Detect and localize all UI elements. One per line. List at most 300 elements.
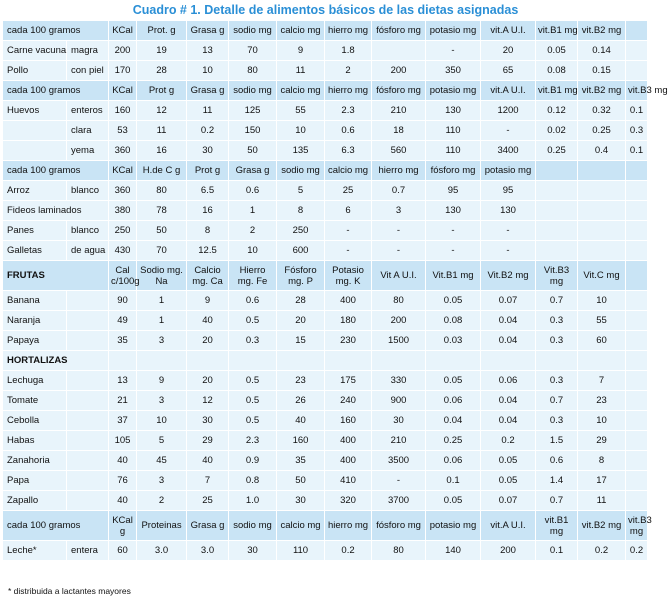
table-cell: 160 <box>325 411 372 431</box>
table-cell: 1 <box>137 291 187 311</box>
table-cell: 0.2 <box>626 541 648 561</box>
table-cell: 0.04 <box>426 411 481 431</box>
table-cell <box>578 181 626 201</box>
table-cell: 0.7 <box>536 291 578 311</box>
table-cell: 11 <box>277 61 325 81</box>
table-cell <box>626 61 648 81</box>
table-cell: 170 <box>109 61 137 81</box>
row-label: cada 100 gramos <box>3 21 109 41</box>
table-row <box>3 141 648 161</box>
table-cell: 0.04 <box>481 311 536 331</box>
table-cell <box>626 241 648 261</box>
table-cell <box>578 351 626 371</box>
table-cell: 45 <box>137 451 187 471</box>
footnote: * distribuida a lactantes mayores <box>8 586 131 596</box>
table-cell: 11 <box>578 491 626 511</box>
table-cell: 10 <box>137 411 187 431</box>
table-cell: potasio mg <box>481 161 536 181</box>
table-cell: 76 <box>109 471 137 491</box>
table-cell: 0.3 <box>229 331 277 351</box>
table-cell: Vit.B1 mg <box>426 261 481 291</box>
row-label: Pollo <box>3 61 67 81</box>
table-cell: KCal <box>109 81 137 101</box>
table-cell: 17 <box>578 471 626 491</box>
table-cell: 0.5 <box>229 391 277 411</box>
table-row <box>3 181 648 201</box>
table-cell: fósforo mg <box>372 21 426 41</box>
table-cell: 29 <box>578 431 626 451</box>
table-cell: 0.5 <box>229 411 277 431</box>
table-row <box>3 121 648 141</box>
header-row <box>3 261 648 291</box>
table-cell: sodio mg <box>277 161 325 181</box>
table-cell: - <box>481 121 536 141</box>
table-cell: calcio mg <box>277 21 325 41</box>
table-cell: 0.3 <box>536 331 578 351</box>
table-cell: Proteinas <box>137 511 187 541</box>
table-cell: 175 <box>325 371 372 391</box>
table-cell: Fósforo mg. P <box>277 261 325 291</box>
row-label <box>3 121 67 141</box>
table-cell: Grasa g <box>187 21 229 41</box>
table-cell: 25 <box>325 181 372 201</box>
table-cell: 0.05 <box>536 41 578 61</box>
row-label: Lechuga <box>3 371 67 391</box>
table-cell: 80 <box>372 291 426 311</box>
table-cell: 23 <box>578 391 626 411</box>
table-cell: 150 <box>229 121 277 141</box>
table-cell: 0.04 <box>481 411 536 431</box>
table-cell: 130 <box>426 201 481 221</box>
table-cell: 0.25 <box>536 141 578 161</box>
table-cell: 11 <box>187 101 229 121</box>
table-cell: 0.3 <box>536 411 578 431</box>
table-cell: 0.08 <box>426 311 481 331</box>
table-cell: 0.03 <box>426 331 481 351</box>
table-cell: 8 <box>578 451 626 471</box>
row-sublabel <box>67 291 109 311</box>
table-cell <box>626 331 648 351</box>
table-cell: 30 <box>229 541 277 561</box>
table-cell: 2 <box>325 61 372 81</box>
table-cell: 0.08 <box>536 61 578 81</box>
row-label: Banana <box>3 291 67 311</box>
table-cell: vit.B1 mg <box>536 511 578 541</box>
table-cell: sodio mg <box>229 81 277 101</box>
table-cell: 110 <box>426 121 481 141</box>
table-cell <box>626 471 648 491</box>
table-cell: 200 <box>481 541 536 561</box>
table-cell: 250 <box>277 221 325 241</box>
table-cell: 410 <box>325 471 372 491</box>
table-row <box>3 241 648 261</box>
table-cell: 3 <box>372 201 426 221</box>
table-row <box>3 431 648 451</box>
table-cell <box>626 261 648 291</box>
table-cell: 110 <box>426 141 481 161</box>
header-row <box>3 161 648 181</box>
table-cell: 0.2 <box>578 541 626 561</box>
table-cell: 10 <box>277 121 325 141</box>
table-cell: 28 <box>277 291 325 311</box>
table-cell: 6.3 <box>325 141 372 161</box>
table-cell: 20 <box>481 41 536 61</box>
table-cell: 430 <box>109 241 137 261</box>
table-cell: - <box>426 41 481 61</box>
table-cell: 0.07 <box>481 491 536 511</box>
table-cell: 180 <box>325 311 372 331</box>
table-cell: 12.5 <box>187 241 229 261</box>
table-cell: 3.0 <box>137 541 187 561</box>
row-label: Zapallo <box>3 491 67 511</box>
row-label: Tomate <box>3 391 67 411</box>
table-cell <box>536 181 578 201</box>
row-label: Arroz <box>3 181 67 201</box>
table-cell: Grasa g <box>187 81 229 101</box>
table-cell: 0.7 <box>536 391 578 411</box>
table-cell: 19 <box>137 41 187 61</box>
table-cell: KCal g <box>109 511 137 541</box>
table-cell <box>536 351 578 371</box>
table-cell: hierro mg <box>325 21 372 41</box>
row-sublabel: yema <box>67 141 109 161</box>
table-cell: 0.07 <box>481 291 536 311</box>
table-cell: 3 <box>137 471 187 491</box>
table-title: Cuadro # 1. Detalle de alimentos básicos de las dietas asignadas <box>132 3 519 17</box>
table-cell: 30 <box>187 411 229 431</box>
table-cell: 140 <box>426 541 481 561</box>
table-cell: 0.7 <box>536 491 578 511</box>
table-cell: Prot g <box>187 161 229 181</box>
table-row <box>3 541 648 561</box>
table-cell: 0.6 <box>325 121 372 141</box>
table-cell: 250 <box>109 221 137 241</box>
table-cell: 95 <box>481 181 536 201</box>
table-cell <box>325 351 372 371</box>
table-cell <box>626 431 648 451</box>
row-sublabel <box>67 431 109 451</box>
table-cell: fósforo mg <box>372 81 426 101</box>
table-cell <box>626 451 648 471</box>
table-cell: 35 <box>277 451 325 471</box>
table-row <box>3 471 648 491</box>
table-cell: - <box>325 221 372 241</box>
section-row <box>3 351 648 371</box>
table-cell: 0.6 <box>536 451 578 471</box>
row-label: cada 100 gramos <box>3 161 109 181</box>
table-cell: hierro mg <box>325 81 372 101</box>
table-cell: Vit.B2 mg <box>481 261 536 291</box>
table-cell: 60 <box>578 331 626 351</box>
table-cell: 35 <box>109 331 137 351</box>
row-label: Leche* <box>3 541 67 561</box>
table-cell: 11 <box>137 121 187 141</box>
table-cell: 23 <box>277 371 325 391</box>
table-row <box>3 331 648 351</box>
table-cell: 40 <box>187 451 229 471</box>
table-cell: sodio mg <box>229 511 277 541</box>
table-cell: calcio mg <box>277 81 325 101</box>
row-sublabel: clara <box>67 121 109 141</box>
table-cell: 5 <box>277 181 325 201</box>
table-cell: 26 <box>277 391 325 411</box>
table-cell: 40 <box>109 491 137 511</box>
row-sublabel <box>67 491 109 511</box>
table-cell: 30 <box>187 141 229 161</box>
table-cell: 10 <box>229 241 277 261</box>
table-cell: 360 <box>109 181 137 201</box>
table-cell: 12 <box>137 101 187 121</box>
table-cell: 0.8 <box>229 471 277 491</box>
table-row <box>3 411 648 431</box>
table-cell: 20 <box>187 371 229 391</box>
table-cell: 0.3 <box>626 121 648 141</box>
table-cell: 16 <box>137 141 187 161</box>
table-cell: 0.12 <box>536 101 578 121</box>
table-cell: - <box>325 241 372 261</box>
table-cell: H.de C g <box>137 161 187 181</box>
table-cell: 0.6 <box>229 291 277 311</box>
table-cell: 95 <box>426 181 481 201</box>
table-cell <box>481 351 536 371</box>
table-cell: 360 <box>109 141 137 161</box>
table-cell: 10 <box>187 61 229 81</box>
table-cell: 13 <box>109 371 137 391</box>
row-sublabel: de agua <box>67 241 109 261</box>
table-cell <box>372 41 426 61</box>
table-cell <box>426 351 481 371</box>
table-cell: 80 <box>229 61 277 81</box>
table-cell <box>626 291 648 311</box>
table-cell: 20 <box>277 311 325 331</box>
row-label: Huevos <box>3 101 67 121</box>
table-cell: - <box>372 221 426 241</box>
table-cell: 1 <box>137 311 187 331</box>
table-cell: 7 <box>187 471 229 491</box>
row-label: cada 100 gramos <box>3 81 109 101</box>
row-sublabel: magra <box>67 41 109 61</box>
table-row <box>3 101 648 121</box>
table-cell: 0.05 <box>481 471 536 491</box>
table-cell: 0.05 <box>426 491 481 511</box>
table-row <box>3 201 648 221</box>
header-row <box>3 511 648 541</box>
table-cell: 0.3 <box>536 311 578 331</box>
table-cell: 0.9 <box>229 451 277 471</box>
table-row <box>3 221 648 241</box>
header-row <box>3 81 648 101</box>
table-cell: 10 <box>578 291 626 311</box>
row-sublabel <box>67 451 109 471</box>
table-cell: Grasa g <box>187 511 229 541</box>
table-cell: 9 <box>187 291 229 311</box>
table-cell: Prot. g <box>137 21 187 41</box>
table-cell: 90 <box>109 291 137 311</box>
table-cell: - <box>372 471 426 491</box>
table-cell: 0.02 <box>536 121 578 141</box>
table-cell: 9 <box>137 371 187 391</box>
table-cell <box>229 351 277 371</box>
table-cell: 0.1 <box>626 101 648 121</box>
table-cell: 2.3 <box>229 431 277 451</box>
table-cell: vit.B2 mg <box>578 21 626 41</box>
table-cell <box>626 221 648 241</box>
row-sublabel: con piel <box>67 61 109 81</box>
table-cell: vit.B1 mg <box>536 21 578 41</box>
table-cell: 400 <box>325 431 372 451</box>
row-label: cada 100 gramos <box>3 511 109 541</box>
table-cell <box>109 351 137 371</box>
table-cell: 30 <box>372 411 426 431</box>
table-cell: Potasio mg. K <box>325 261 372 291</box>
row-label: Naranja <box>3 311 67 331</box>
table-cell: 0.25 <box>578 121 626 141</box>
row-label: Fideos laminados <box>3 201 109 221</box>
table-cell: 0.5 <box>229 371 277 391</box>
table-cell: 0.06 <box>481 371 536 391</box>
table-cell <box>626 161 648 181</box>
table-cell: 0.2 <box>325 541 372 561</box>
table-cell <box>626 351 648 371</box>
row-sublabel <box>67 391 109 411</box>
table-cell: Hierro mg. Fe <box>229 261 277 291</box>
table-cell: 600 <box>277 241 325 261</box>
table-cell: 400 <box>325 291 372 311</box>
table-cell <box>578 241 626 261</box>
table-cell <box>372 351 426 371</box>
table-cell: 0.2 <box>187 121 229 141</box>
row-sublabel <box>67 331 109 351</box>
table-cell: - <box>481 221 536 241</box>
table-row <box>3 311 648 331</box>
table-cell: 0.06 <box>426 391 481 411</box>
table-cell: 6 <box>325 201 372 221</box>
table-cell: 1 <box>229 201 277 221</box>
row-label: Papa <box>3 471 67 491</box>
table-cell <box>626 371 648 391</box>
row-label: Panes <box>3 221 67 241</box>
table-cell: KCal <box>109 21 137 41</box>
row-sublabel <box>67 311 109 331</box>
table-cell: 78 <box>137 201 187 221</box>
table-cell: Vit.C mg <box>578 261 626 291</box>
table-cell: 3700 <box>372 491 426 511</box>
table-cell <box>578 161 626 181</box>
table-cell: 0.14 <box>578 41 626 61</box>
table-cell: 560 <box>372 141 426 161</box>
table-cell: 160 <box>277 431 325 451</box>
table-cell <box>626 311 648 331</box>
table-cell: calcio mg <box>325 161 372 181</box>
table-cell: 210 <box>372 101 426 121</box>
row-label: Galletas <box>3 241 67 261</box>
table-cell: 200 <box>109 41 137 61</box>
table-cell: 37 <box>109 411 137 431</box>
table-cell: 18 <box>372 121 426 141</box>
row-label: FRUTAS <box>3 261 109 291</box>
table-cell: hierro mg <box>325 511 372 541</box>
table-cell: 1.5 <box>536 431 578 451</box>
table-cell: 0.25 <box>426 431 481 451</box>
table-cell: 80 <box>372 541 426 561</box>
table-cell: Cal c/100g <box>109 261 137 291</box>
table-cell: 160 <box>109 101 137 121</box>
table-cell: 0.04 <box>481 331 536 351</box>
table-cell: 40 <box>277 411 325 431</box>
table-cell: 3.0 <box>187 541 229 561</box>
table-cell: 400 <box>325 451 372 471</box>
table-cell: 28 <box>137 61 187 81</box>
table-cell: 0.05 <box>481 451 536 471</box>
table-cell <box>626 391 648 411</box>
table-cell: 380 <box>109 201 137 221</box>
table-cell: 0.05 <box>426 291 481 311</box>
table-cell: 130 <box>481 201 536 221</box>
table-cell: 2 <box>229 221 277 241</box>
table-cell: KCal <box>109 161 137 181</box>
table-cell: 3500 <box>372 451 426 471</box>
row-sublabel <box>67 471 109 491</box>
table-cell: 0.4 <box>578 141 626 161</box>
table-cell: 30 <box>277 491 325 511</box>
table-cell: 1.0 <box>229 491 277 511</box>
table-cell: 0.04 <box>481 391 536 411</box>
table-cell: 21 <box>109 391 137 411</box>
row-label: Carne vacuna <box>3 41 67 61</box>
table-cell: 6.5 <box>187 181 229 201</box>
table-cell: 12 <box>187 391 229 411</box>
table-cell: 240 <box>325 391 372 411</box>
table-cell <box>578 221 626 241</box>
table-cell <box>626 411 648 431</box>
table-cell: 105 <box>109 431 137 451</box>
row-sublabel <box>67 371 109 391</box>
table-cell: 2 <box>137 491 187 511</box>
table-cell: - <box>426 221 481 241</box>
table-cell: 0.05 <box>426 371 481 391</box>
table-cell: 0.06 <box>426 451 481 471</box>
row-label: Habas <box>3 431 67 451</box>
table-row <box>3 291 648 311</box>
table-cell: vit.B3 mg <box>626 81 648 101</box>
table-cell: 0.32 <box>578 101 626 121</box>
table-cell: potasio mg <box>426 511 481 541</box>
table-cell: 0.1 <box>626 141 648 161</box>
table-cell: 13 <box>187 41 229 61</box>
table-cell: vit.B1 mg <box>536 81 578 101</box>
table-cell: 3 <box>137 391 187 411</box>
table-cell: 1500 <box>372 331 426 351</box>
table-cell: 210 <box>372 431 426 451</box>
row-sublabel: enteros <box>67 101 109 121</box>
table-cell: Grasa g <box>229 161 277 181</box>
row-label: Cebolla <box>3 411 67 431</box>
table-cell <box>187 351 229 371</box>
table-cell: 55 <box>578 311 626 331</box>
table-cell <box>578 201 626 221</box>
row-label: Papaya <box>3 331 67 351</box>
table-cell: - <box>372 241 426 261</box>
table-cell: 10 <box>578 411 626 431</box>
table-cell: 50 <box>137 221 187 241</box>
table-cell: 8 <box>277 201 325 221</box>
table-cell: 0.15 <box>578 61 626 81</box>
table-cell: 3 <box>137 331 187 351</box>
table-cell <box>536 241 578 261</box>
nutrition-table <box>2 20 668 561</box>
row-sublabel: blanco <box>67 221 109 241</box>
table-row <box>3 391 648 411</box>
